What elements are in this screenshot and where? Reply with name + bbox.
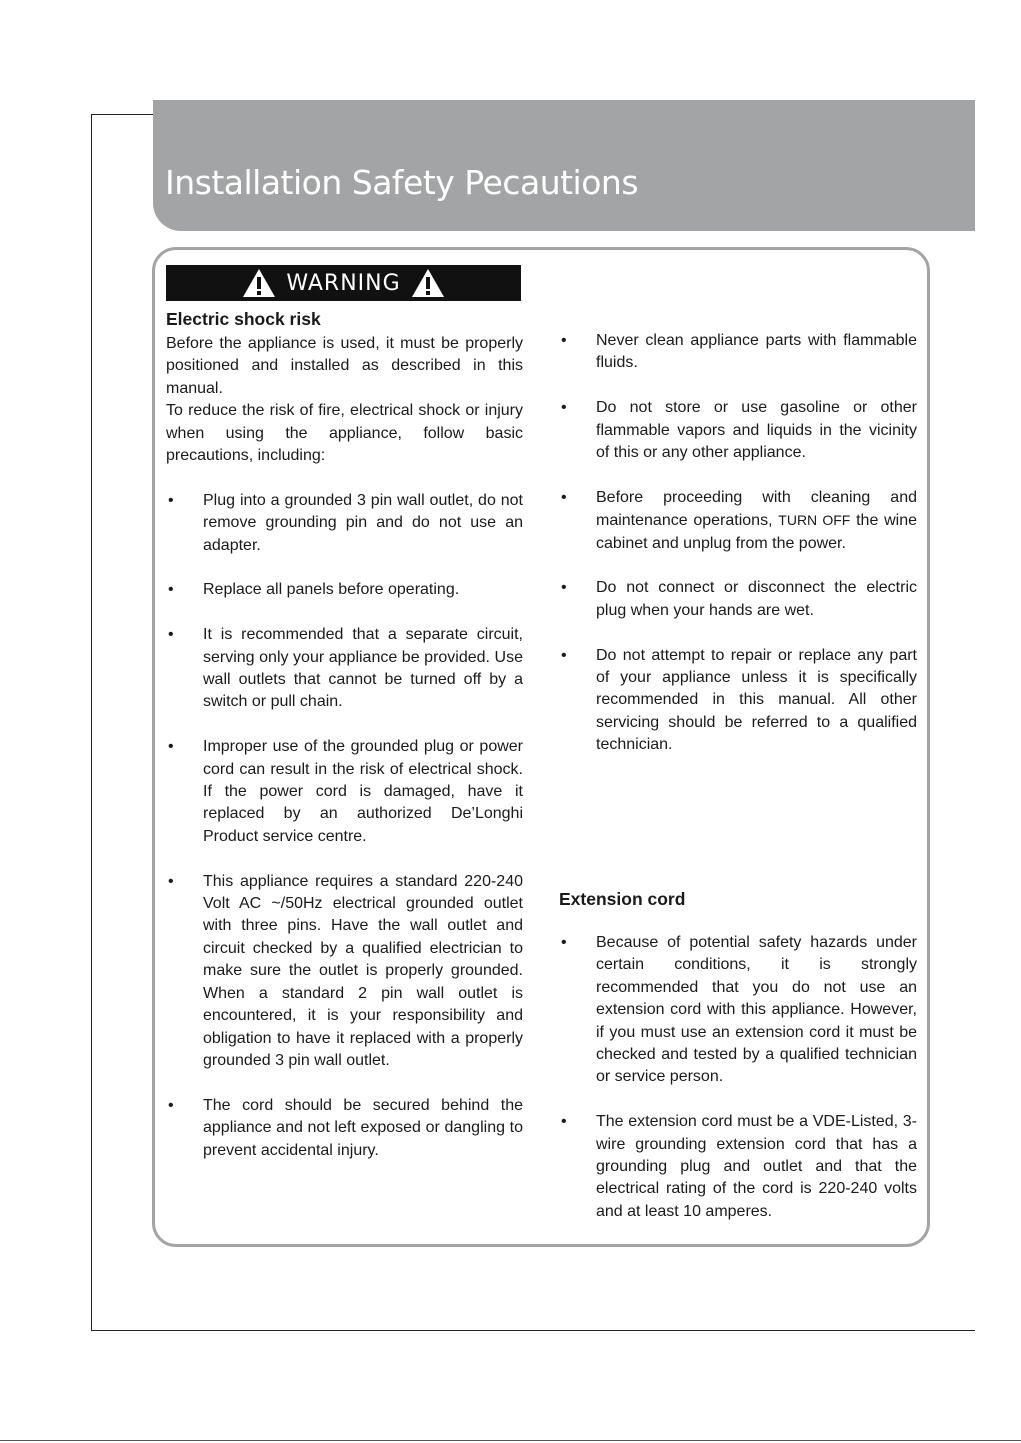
bullet-icon: • xyxy=(561,488,567,506)
list-item-text: Improper use of the grounded plug or power cord can result in the risk of electrical shock. If the power cord is damaged, have it replaced by an authorized De’Longhi Product service centre. xyxy=(203,738,523,845)
page-title: Installation Safety Pecautions xyxy=(165,163,639,202)
list-item-text: This appliance requires a standard 220-240 Volt AC ~/50Hz electrical grounded outlet with three pins. Have the wall outlet and circuit checked by a qualified electrician to make sure the outlet is properly grounded. When a standard 2 pin wall outlet is encountered, it is your responsibility and obligation to have it replaced with a properly grounded 3 pin wall outlet. xyxy=(203,872,523,1069)
list-item xyxy=(559,1111,917,1223)
shock-precautions-list xyxy=(166,490,523,1162)
list-item xyxy=(559,645,917,757)
list-item-text xyxy=(596,489,917,552)
maintenance-text: Before proceeding with cleaning and maintenance operations, xyxy=(596,488,917,530)
list-item-text: Do not attempt to repair or replace any part of your appliance unless it is specifically recommended in this manual. All other servicing should be referred to a qualified technician. xyxy=(596,646,917,754)
frame-left-line xyxy=(91,114,92,1331)
bullet-icon: • xyxy=(168,738,174,756)
bullet-icon: • xyxy=(168,872,174,890)
list-item xyxy=(559,487,917,555)
frame-bottom-line xyxy=(91,1330,975,1331)
intro-paragraph: Before the appliance is used, it must be properly positioned and installed as described in this manual. xyxy=(166,335,523,397)
warning-triangle-icon xyxy=(411,268,445,298)
list-item-text: Replace all panels before operating. xyxy=(203,581,460,599)
list-item xyxy=(166,490,523,557)
list-item xyxy=(559,932,917,1089)
warning-label: WARNING xyxy=(286,270,401,296)
list-item-text: The extension cord must be a VDE-Listed, 3-wire grounding extension cord that has a grounding plug and outlet and that the electrical rating of the cord is 220-240 volts and at least 10 amperes. xyxy=(596,1113,917,1220)
bullet-icon: • xyxy=(561,646,567,664)
list-item xyxy=(166,1095,523,1162)
list-item-text: It is recommended that a separate circuit, serving only your appliance be provided. Use wall outlets that cannot be turned off by a switch or pull chain. xyxy=(203,626,523,711)
maintenance-text: the wine cabinet and unplug from the power. xyxy=(596,512,918,552)
extension-cord-list xyxy=(559,932,917,1223)
list-item-text: Plug into a grounded 3 pin wall outlet, do not remove grounding pin and do not use an adapter. xyxy=(203,491,523,554)
list-item xyxy=(166,579,523,601)
right-column xyxy=(559,330,917,779)
list-item xyxy=(166,736,523,848)
bullet-icon: • xyxy=(561,934,567,951)
bullet-icon: • xyxy=(168,1096,174,1114)
extension-cord-section xyxy=(559,888,917,1246)
list-item-text: Because of potential safety hazards under certain conditions, it is strongly recommended that you do not use an extension cord with this appliance. However, if you must use an extension cord it must be checked and tested by a qualified technician or service person. xyxy=(596,934,917,1086)
list-item xyxy=(166,624,523,714)
bullet-icon: • xyxy=(561,332,567,349)
warning-banner xyxy=(166,265,521,301)
list-item xyxy=(559,330,917,375)
intro-paragraph: To reduce the risk of fire, electrical shock or injury when using the appliance, follow basic precautions, including: xyxy=(166,402,523,465)
turn-off-text: TURN OFF xyxy=(778,512,851,529)
bullet-icon: • xyxy=(168,581,174,599)
warning-triangle-icon xyxy=(242,268,276,298)
bullet-icon: • xyxy=(168,626,174,644)
bullet-icon: • xyxy=(168,491,174,509)
extension-cord-heading: Extension cord xyxy=(559,889,686,909)
page-bottom-line xyxy=(0,1440,1021,1441)
cleaning-precautions-list xyxy=(559,330,917,757)
bullet-icon: • xyxy=(561,1113,567,1131)
list-item-text: The cord should be secured behind the appliance and not left exposed or dangling to prevent accidental injury. xyxy=(203,1096,523,1159)
list-item-text: Do not store or use gasoline or other flammable vapors and liquids in the vicinity of this or any other appliance. xyxy=(596,399,917,462)
electric-shock-heading: Electric shock risk xyxy=(166,309,321,329)
left-column xyxy=(166,308,523,1184)
list-item xyxy=(559,397,917,464)
list-item xyxy=(559,577,917,622)
list-item xyxy=(166,871,523,1073)
bullet-icon: • xyxy=(561,399,567,417)
bullet-icon: • xyxy=(561,579,567,597)
list-item-text: Never clean appliance parts with flammable fluids. xyxy=(596,332,917,372)
list-item-text: Do not connect or disconnect the electric plug when your hands are wet. xyxy=(596,579,917,619)
